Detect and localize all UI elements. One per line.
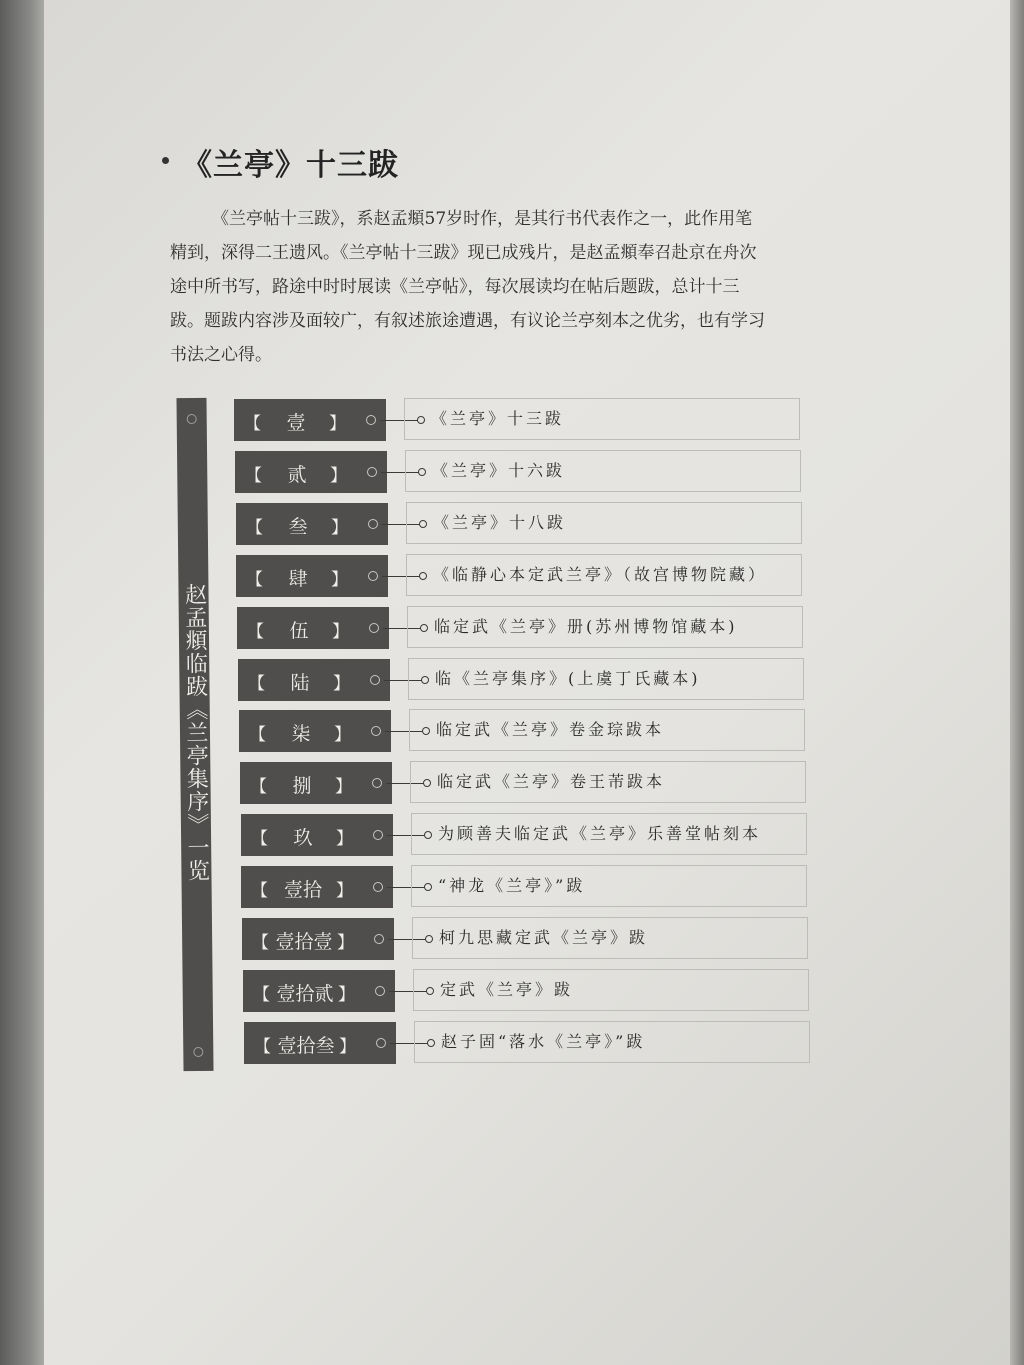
item-title-box: 临《兰亭集序》(上虞丁氏藏本) bbox=[408, 658, 804, 700]
item-number: 陆 bbox=[290, 672, 310, 694]
bracket-close: 】 bbox=[331, 518, 348, 538]
item-number-label bbox=[243, 970, 395, 1012]
item-number-label bbox=[241, 866, 393, 908]
item-number: 贰 bbox=[287, 464, 307, 486]
item-number-label bbox=[238, 659, 390, 701]
item-number: 肆 bbox=[288, 568, 308, 590]
intro-paragraph bbox=[170, 202, 810, 372]
item-number: 壹拾 bbox=[283, 879, 322, 901]
item-number: 壹拾壹 bbox=[275, 931, 333, 953]
connector-start-dot bbox=[373, 830, 383, 840]
bracket-open: 【 bbox=[251, 881, 268, 901]
item-title-box: 《兰亭》十六跋 bbox=[405, 450, 801, 492]
item-number: 叁 bbox=[288, 516, 308, 538]
item-title-box: 为顾善夫临定武《兰亭》乐善堂帖刻本 bbox=[411, 813, 807, 855]
bracket-close: 】 bbox=[337, 933, 354, 953]
paragraph-line: 《兰亭帖十三跋》，系赵孟頫57岁时作，是其行书代表作之一，此作用笔 bbox=[212, 209, 753, 229]
book-gutter-left bbox=[0, 0, 44, 1365]
bracket-close: 】 bbox=[334, 725, 351, 745]
bracket-close: 】 bbox=[336, 881, 353, 901]
bracket-open: 【 bbox=[251, 829, 268, 849]
section-heading: 《兰亭》十三跋 bbox=[182, 148, 399, 183]
bracket-open: 【 bbox=[252, 933, 269, 953]
paragraph-line: 跋。题跋内容涉及面较广，有叙述旅途遭遇，有议论兰亭刻本之优劣，也有学习 bbox=[170, 311, 765, 331]
bracket-close: 】 bbox=[333, 674, 350, 694]
item-title-box: 临定武《兰亭》卷金琮跋本 bbox=[409, 709, 805, 751]
item-number: 壹拾贰 bbox=[276, 983, 334, 1005]
item-number: 壹拾叁 bbox=[277, 1035, 335, 1057]
connector-start-dot bbox=[368, 519, 378, 529]
bracket-close: 】 bbox=[330, 466, 347, 486]
bracket-close: 】 bbox=[329, 414, 346, 434]
item-number: 玖 bbox=[293, 827, 313, 849]
ring-ornament bbox=[193, 1047, 203, 1057]
bracket-close: 】 bbox=[338, 985, 355, 1005]
diagram-vertical-title: 赵孟頫临跋《兰亭集序》一览 bbox=[181, 582, 210, 883]
connector-start-dot bbox=[366, 415, 376, 425]
item-number-label bbox=[240, 762, 392, 804]
connector-start-dot bbox=[367, 467, 377, 477]
bracket-open: 【 bbox=[245, 466, 262, 486]
item-title-box: 《兰亭》十八跋 bbox=[406, 502, 802, 544]
bracket-close: 】 bbox=[335, 777, 352, 797]
bracket-close: 】 bbox=[339, 1037, 356, 1057]
connector-start-dot bbox=[376, 1038, 386, 1048]
item-title-box: “神龙《兰亭》”跋 bbox=[411, 865, 807, 907]
item-number-label bbox=[236, 503, 388, 545]
item-title-box: 《临静心本定武兰亭》（故宫博物院藏） bbox=[406, 554, 802, 596]
connector-start-dot bbox=[370, 675, 380, 685]
bracket-open: 【 bbox=[254, 1037, 271, 1057]
item-number-label bbox=[244, 1022, 396, 1064]
heading-bullet bbox=[162, 157, 169, 164]
item-number: 伍 bbox=[289, 620, 309, 642]
bracket-open: 【 bbox=[246, 570, 263, 590]
item-title-box: 临定武《兰亭》卷王芾跋本 bbox=[410, 761, 806, 803]
connector-start-dot bbox=[375, 986, 385, 996]
item-number-label bbox=[239, 710, 391, 752]
item-title-box: 《兰亭》十三跋 bbox=[404, 398, 800, 440]
paragraph-line: 精到，深得二王遗风。《兰亭帖十三跋》现已成残片，是赵孟頫奉召赴京在舟次 bbox=[170, 243, 757, 263]
bracket-open: 【 bbox=[250, 777, 267, 797]
connector-start-dot bbox=[368, 571, 378, 581]
item-number-label bbox=[241, 814, 393, 856]
bracket-open: 【 bbox=[247, 622, 264, 642]
connector-start-dot bbox=[373, 882, 383, 892]
bracket-open: 【 bbox=[249, 725, 266, 745]
connector-start-dot bbox=[374, 934, 384, 944]
book-edge-right bbox=[1010, 0, 1024, 1365]
bracket-open: 【 bbox=[246, 518, 263, 538]
item-number: 捌 bbox=[292, 775, 312, 797]
item-number: 壹 bbox=[286, 412, 306, 434]
bracket-close: 】 bbox=[336, 829, 353, 849]
item-title-box: 定武《兰亭》跋 bbox=[413, 969, 809, 1011]
item-number-label bbox=[234, 399, 386, 441]
connector-start-dot bbox=[371, 726, 381, 736]
bracket-open: 【 bbox=[248, 674, 265, 694]
item-title-box: 赵子固“落水《兰亭》”跋 bbox=[414, 1021, 810, 1063]
item-number-label bbox=[237, 607, 389, 649]
item-number-label bbox=[242, 918, 394, 960]
bracket-close: 】 bbox=[332, 622, 349, 642]
item-number: 柒 bbox=[291, 723, 311, 745]
paragraph-line: 途中所书写，路途中时时展读《兰亭帖》，每次展读均在帖后题跋，总计十三 bbox=[170, 277, 740, 297]
item-number-label bbox=[236, 555, 388, 597]
bracket-open: 【 bbox=[244, 414, 261, 434]
paragraph-line: 书法之心得。 bbox=[170, 345, 272, 365]
item-title-box: 临定武《兰亭》册(苏州博物馆藏本) bbox=[407, 606, 803, 648]
ring-ornament bbox=[187, 414, 197, 424]
bracket-close: 】 bbox=[331, 570, 348, 590]
item-number-label bbox=[235, 451, 387, 493]
connector-start-dot bbox=[369, 623, 379, 633]
connector-start-dot bbox=[372, 778, 382, 788]
bracket-open: 【 bbox=[253, 985, 270, 1005]
item-title-box: 柯九思藏定武《兰亭》跋 bbox=[412, 917, 808, 959]
